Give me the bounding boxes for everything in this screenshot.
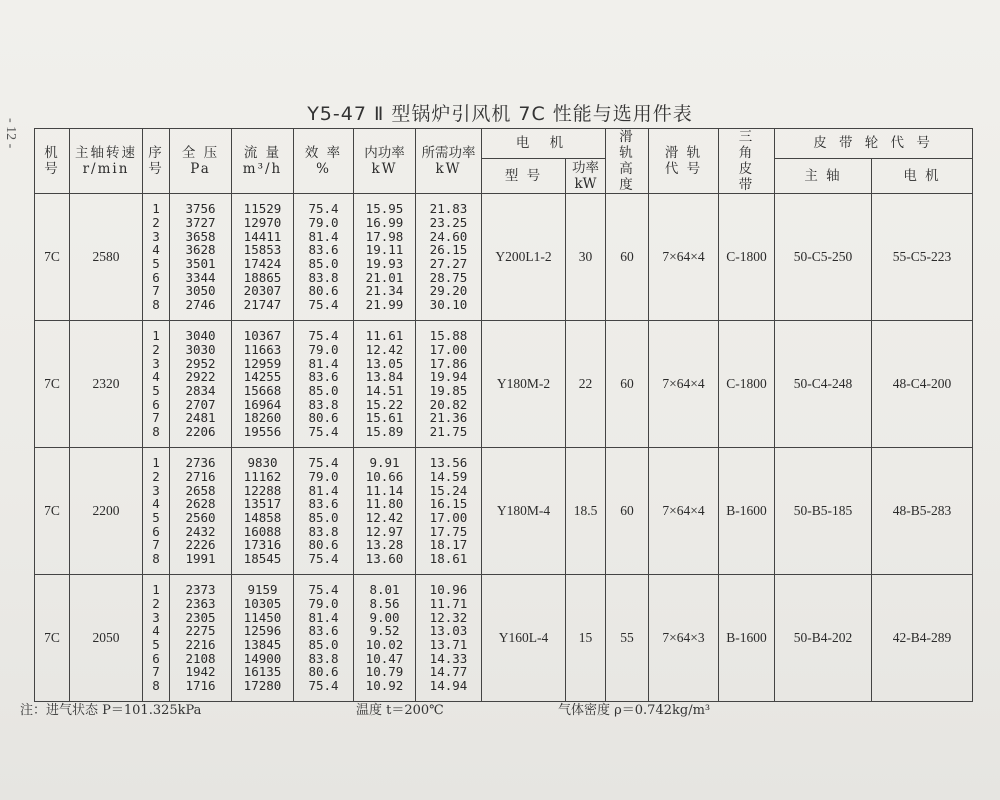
seq-value: 4 [152,496,160,512]
header-internal-power [354,129,416,194]
pressure-value: 2628 [185,496,216,512]
efficiency-value: 83.8 [308,269,339,285]
cell-seq [143,194,170,321]
efficiency-value: 83.6 [308,496,339,512]
pressure-value: 1716 [185,678,216,694]
header-required-power [416,129,482,194]
required-power-value: 27.27 [429,256,468,271]
flow-value: 10367 [243,328,282,344]
header-pulley-motor: 电 机 [872,158,973,193]
pressure-value: 3030 [185,341,216,357]
required-power-value: 13.71 [429,637,468,652]
cell-rail-height: 60 [606,448,649,575]
pressure-value: 2432 [185,523,216,539]
seq-value: 2 [152,595,160,611]
required-power-value: 14.33 [429,650,468,666]
pressure-value: 3344 [185,269,216,285]
cell-motor-model: Y200L1-2 [482,194,566,321]
seq-value: 7 [152,664,160,680]
pressure-value: 2834 [185,383,216,398]
seq-value: 8 [152,424,160,440]
seq-value: 3 [152,355,160,371]
cell-flow [232,575,294,702]
pressure-value: 2206 [185,424,216,440]
flow-value: 14858 [243,510,282,525]
pressure-value: 2481 [185,410,216,426]
cell-required-power [416,575,482,702]
seq-value: 7 [152,410,160,426]
cell-speed: 2050 [70,575,143,702]
flow-value: 11529 [243,201,282,217]
cell-rail-code: 7×64×4 [649,321,719,448]
pressure-value: 2226 [185,537,216,553]
seq-value: 5 [152,510,160,525]
required-power-value: 17.75 [429,523,468,539]
flow-value: 12596 [243,623,282,639]
cell-seq [143,321,170,448]
pressure-value: 1991 [185,551,216,567]
header-motor-power-label: 功率 [572,159,599,176]
efficiency-value: 81.4 [308,482,339,498]
required-power-value: 30.10 [429,297,468,313]
header-motor-power [566,158,606,193]
required-power-value: 18.17 [429,537,468,553]
required-power-value: 26.15 [429,242,468,258]
flow-value: 19556 [243,424,282,440]
internal-power-value: 12.42 [365,510,404,525]
flow-value: 13845 [243,637,282,652]
required-power-value: 23.25 [429,214,468,230]
pressure-value: 2108 [185,650,216,666]
internal-power-value: 17.98 [365,228,404,244]
flow-value: 21747 [243,297,282,313]
internal-power-value: 19.93 [365,256,404,271]
flow-value: 14411 [243,228,282,244]
pressure-value: 2658 [185,482,216,498]
cell-machine: 7C [35,194,70,321]
cell-pulley-main: 50-B4-202 [775,575,872,702]
header-machine-no: 机 号 [35,129,70,194]
flow-value: 9830 [247,455,278,471]
efficiency-value: 75.4 [308,551,339,567]
seq-value: 6 [152,396,160,412]
internal-power-value: 21.01 [365,269,404,285]
header-vbelt: 三 角 皮 带 [719,129,775,194]
cell-pressure [170,321,232,448]
internal-power-value: 10.92 [365,678,404,694]
header-internal-power-label: 内功率 [364,145,405,161]
flow-value: 20307 [243,283,282,299]
internal-power-value: 8.01 [369,582,400,598]
cell-vbelt: C-1800 [719,194,775,321]
note-inlet-state: 注：进气状态 P＝101.325kPa [20,703,202,718]
required-power-value: 16.15 [429,496,468,512]
cell-pulley-motor: 48-B5-283 [872,448,973,575]
efficiency-value: 75.4 [308,582,339,598]
flow-value: 16088 [243,523,282,539]
cell-motor-power: 18.5 [566,448,606,575]
seq-value: 2 [152,468,160,484]
header-efficiency-unit: % [316,161,331,177]
header-efficiency [294,129,354,194]
seq-value: 7 [152,283,160,299]
efficiency-value: 85.0 [308,256,339,271]
table-row [35,194,973,321]
required-power-value: 15.24 [429,482,468,498]
cell-internal-power [354,448,416,575]
efficiency-value: 80.6 [308,537,339,553]
internal-power-value: 10.79 [365,664,404,680]
cell-motor-model: Y180M-2 [482,321,566,448]
flow-value: 16964 [243,396,282,412]
efficiency-value: 75.4 [308,424,339,440]
cell-vbelt: B-1600 [719,575,775,702]
header-motor-power-unit: kW [574,175,597,192]
cell-machine: 7C [35,448,70,575]
internal-power-value: 15.22 [365,396,404,412]
required-power-value: 19.85 [429,383,468,398]
header-motor-model: 型 号 [482,158,566,193]
efficiency-value: 83.6 [308,623,339,639]
cell-pulley-main: 50-B5-185 [775,448,872,575]
internal-power-value: 13.05 [365,355,404,371]
pressure-value: 1942 [185,664,216,680]
efficiency-value: 81.4 [308,609,339,625]
cell-internal-power [354,575,416,702]
required-power-value: 15.88 [429,328,468,344]
seq-value: 4 [152,623,160,639]
page-number: - 12 - [3,118,18,149]
flow-value: 14255 [243,369,282,385]
required-power-value: 28.75 [429,269,468,285]
seq-value: 1 [152,328,160,344]
pressure-value: 3756 [185,201,216,217]
seq-value: 6 [152,523,160,539]
header-rail-height: 滑 轨 高 度 [606,129,649,194]
required-power-value: 19.94 [429,369,468,385]
internal-power-value: 10.66 [365,468,404,484]
required-power-value: 21.83 [429,201,468,217]
table-row [35,321,973,448]
efficiency-value: 85.0 [308,510,339,525]
required-power-value: 14.59 [429,468,468,484]
pressure-value: 3727 [185,214,216,230]
efficiency-value: 79.0 [308,468,339,484]
note-density: 气体密度 ρ＝0.742kg/m³ [558,703,711,718]
pressure-value: 2716 [185,468,216,484]
cell-speed: 2320 [70,321,143,448]
internal-power-value: 15.89 [365,424,404,440]
pressure-value: 3658 [185,228,216,244]
pressure-value: 2363 [185,595,216,611]
efficiency-value: 80.6 [308,283,339,299]
required-power-value: 13.03 [429,623,468,639]
performance-table [34,128,973,702]
cell-efficiency [294,321,354,448]
required-power-value: 14.94 [429,678,468,694]
cell-efficiency [294,575,354,702]
internal-power-value: 16.99 [365,214,404,230]
header-required-power-label: 所需功率 [421,145,476,161]
table-row [35,448,973,575]
internal-power-value: 10.47 [365,650,404,666]
cell-flow [232,448,294,575]
efficiency-value: 81.4 [308,228,339,244]
internal-power-value: 14.51 [365,383,404,398]
internal-power-value: 11.80 [365,496,404,512]
efficiency-value: 80.6 [308,664,339,680]
cell-rail-code: 7×64×3 [649,575,719,702]
cell-internal-power [354,321,416,448]
header-pulley: 皮 带 轮 代 号 [775,129,973,159]
internal-power-value: 12.42 [365,341,404,357]
seq-value: 5 [152,637,160,652]
cell-motor-power: 15 [566,575,606,702]
efficiency-value: 83.8 [308,523,339,539]
required-power-value: 17.00 [429,341,468,357]
internal-power-value: 11.14 [365,482,404,498]
pressure-value: 2707 [185,396,216,412]
cell-required-power [416,321,482,448]
internal-power-value: 15.95 [365,201,404,217]
flow-value: 17316 [243,537,282,553]
cell-motor-model: Y180M-4 [482,448,566,575]
seq-value: 1 [152,582,160,598]
efficiency-value: 75.4 [308,201,339,217]
cell-machine: 7C [35,321,70,448]
seq-value: 2 [152,214,160,230]
internal-power-value: 9.91 [369,455,400,471]
pressure-value: 2746 [185,297,216,313]
cell-seq [143,575,170,702]
flow-value: 11162 [243,468,282,484]
internal-power-value: 19.11 [365,242,404,258]
internal-power-value: 9.52 [369,623,400,639]
cell-pulley-main: 50-C5-250 [775,194,872,321]
cell-rail-height: 55 [606,575,649,702]
internal-power-value: 9.00 [369,609,400,625]
required-power-value: 12.32 [429,609,468,625]
seq-value: 3 [152,228,160,244]
table-body [35,194,973,702]
cell-flow [232,194,294,321]
header-flow-label: 流 量 [243,145,282,161]
pressure-value: 2275 [185,623,216,639]
efficiency-value: 85.0 [308,637,339,652]
pressure-value: 2922 [185,369,216,385]
cell-speed: 2580 [70,194,143,321]
flow-value: 12970 [243,214,282,230]
required-power-value: 10.96 [429,582,468,598]
seq-value: 5 [152,256,160,271]
flow-value: 16135 [243,664,282,680]
seq-value: 1 [152,455,160,471]
internal-power-value: 13.60 [365,551,404,567]
required-power-value: 14.77 [429,664,468,680]
seq-value: 8 [152,678,160,694]
efficiency-value: 85.0 [308,383,339,398]
efficiency-value: 81.4 [308,355,339,371]
cell-vbelt: C-1800 [719,321,775,448]
cell-rail-code: 7×64×4 [649,448,719,575]
seq-value: 3 [152,482,160,498]
flow-value: 15668 [243,383,282,398]
seq-value: 8 [152,297,160,313]
required-power-value: 21.36 [429,410,468,426]
cell-internal-power [354,194,416,321]
cell-pulley-motor: 42-B4-289 [872,575,973,702]
efficiency-value: 79.0 [308,214,339,230]
efficiency-value: 83.8 [308,650,339,666]
header-row-1 [35,129,973,159]
cell-motor-power: 22 [566,321,606,448]
cell-rail-code: 7×64×4 [649,194,719,321]
flow-value: 18260 [243,410,282,426]
cell-pressure [170,575,232,702]
header-seq: 序 号 [143,129,170,194]
cell-rail-height: 60 [606,321,649,448]
efficiency-value: 79.0 [308,595,339,611]
internal-power-value: 10.02 [365,637,404,652]
cell-pulley-main: 50-C4-248 [775,321,872,448]
note-temperature: 温度 t＝200℃ [356,703,444,718]
required-power-value: 29.20 [429,283,468,299]
internal-power-value: 13.28 [365,537,404,553]
cell-required-power [416,194,482,321]
flow-value: 15853 [243,242,282,258]
header-pulley-main: 主 轴 [775,158,872,193]
header-speed [70,129,143,194]
table-row [35,575,973,702]
flow-value: 18865 [243,269,282,285]
flow-value: 10305 [243,595,282,611]
table-title: Y5-47 Ⅱ 型锅炉引风机 7C 性能与选用件表 [307,103,693,125]
pressure-value: 2560 [185,510,216,525]
efficiency-value: 75.4 [308,455,339,471]
pressure-value: 3050 [185,283,216,299]
efficiency-value: 83.8 [308,396,339,412]
header-pressure [170,129,232,194]
cell-rail-height: 60 [606,194,649,321]
pressure-value: 3040 [185,328,216,344]
header-flow [232,129,294,194]
flow-value: 17280 [243,678,282,694]
flow-value: 14900 [243,650,282,666]
header-speed-label: 主轴转速 [75,145,137,161]
required-power-value: 11.71 [429,595,468,611]
header-pressure-unit: Pa [190,161,211,177]
internal-power-value: 13.84 [365,369,404,385]
seq-value: 3 [152,609,160,625]
efficiency-value: 79.0 [308,341,339,357]
seq-value: 7 [152,537,160,553]
efficiency-value: 75.4 [308,297,339,313]
flow-value: 13517 [243,496,282,512]
efficiency-value: 75.4 [308,678,339,694]
cell-efficiency [294,448,354,575]
flow-value: 11663 [243,341,282,357]
cell-efficiency [294,194,354,321]
seq-value: 1 [152,201,160,217]
seq-value: 6 [152,650,160,666]
required-power-value: 17.86 [429,355,468,371]
header-rail-code: 滑 轨 代 号 [649,129,719,194]
seq-value: 2 [152,341,160,357]
required-power-value: 13.56 [429,455,468,471]
internal-power-value: 11.61 [365,328,404,344]
required-power-value: 21.75 [429,424,468,440]
flow-value: 9159 [247,582,278,598]
seq-value: 4 [152,242,160,258]
pressure-value: 2305 [185,609,216,625]
header-motor: 电 机 [482,129,606,159]
flow-value: 17424 [243,256,282,271]
cell-flow [232,321,294,448]
internal-power-value: 21.34 [365,283,404,299]
cell-machine: 7C [35,575,70,702]
cell-motor-power: 30 [566,194,606,321]
seq-value: 4 [152,369,160,385]
cell-seq [143,448,170,575]
cell-pressure [170,194,232,321]
pressure-value: 2216 [185,637,216,652]
efficiency-value: 75.4 [308,328,339,344]
header-internal-power-unit: kW [371,161,398,177]
header-pressure-label: 全 压 [181,145,220,161]
header-speed-unit: r/min [82,161,130,177]
pressure-value: 3501 [185,256,216,271]
efficiency-value: 83.6 [308,242,339,258]
required-power-value: 20.82 [429,396,468,412]
pressure-value: 2952 [185,355,216,371]
seq-value: 5 [152,383,160,398]
seq-value: 8 [152,551,160,567]
internal-power-value: 8.56 [369,595,400,611]
pressure-value: 3628 [185,242,216,258]
pressure-value: 2373 [185,582,216,598]
pressure-value: 2736 [185,455,216,471]
internal-power-value: 15.61 [365,410,404,426]
header-flow-unit: m³/h [242,161,283,177]
flow-value: 11450 [243,609,282,625]
efficiency-value: 80.6 [308,410,339,426]
seq-value: 6 [152,269,160,285]
required-power-value: 17.00 [429,510,468,525]
flow-value: 12959 [243,355,282,371]
cell-motor-model: Y160L-4 [482,575,566,702]
cell-pressure [170,448,232,575]
cell-pulley-motor: 55-C5-223 [872,194,973,321]
cell-speed: 2200 [70,448,143,575]
internal-power-value: 21.99 [365,297,404,313]
efficiency-value: 83.6 [308,369,339,385]
required-power-value: 18.61 [429,551,468,567]
cell-required-power [416,448,482,575]
required-power-value: 24.60 [429,228,468,244]
header-efficiency-label: 效 率 [304,145,343,161]
flow-value: 18545 [243,551,282,567]
header-required-power-unit: kW [435,161,462,177]
flow-value: 12288 [243,482,282,498]
internal-power-value: 12.97 [365,523,404,539]
cell-vbelt: B-1600 [719,448,775,575]
cell-pulley-motor: 48-C4-200 [872,321,973,448]
